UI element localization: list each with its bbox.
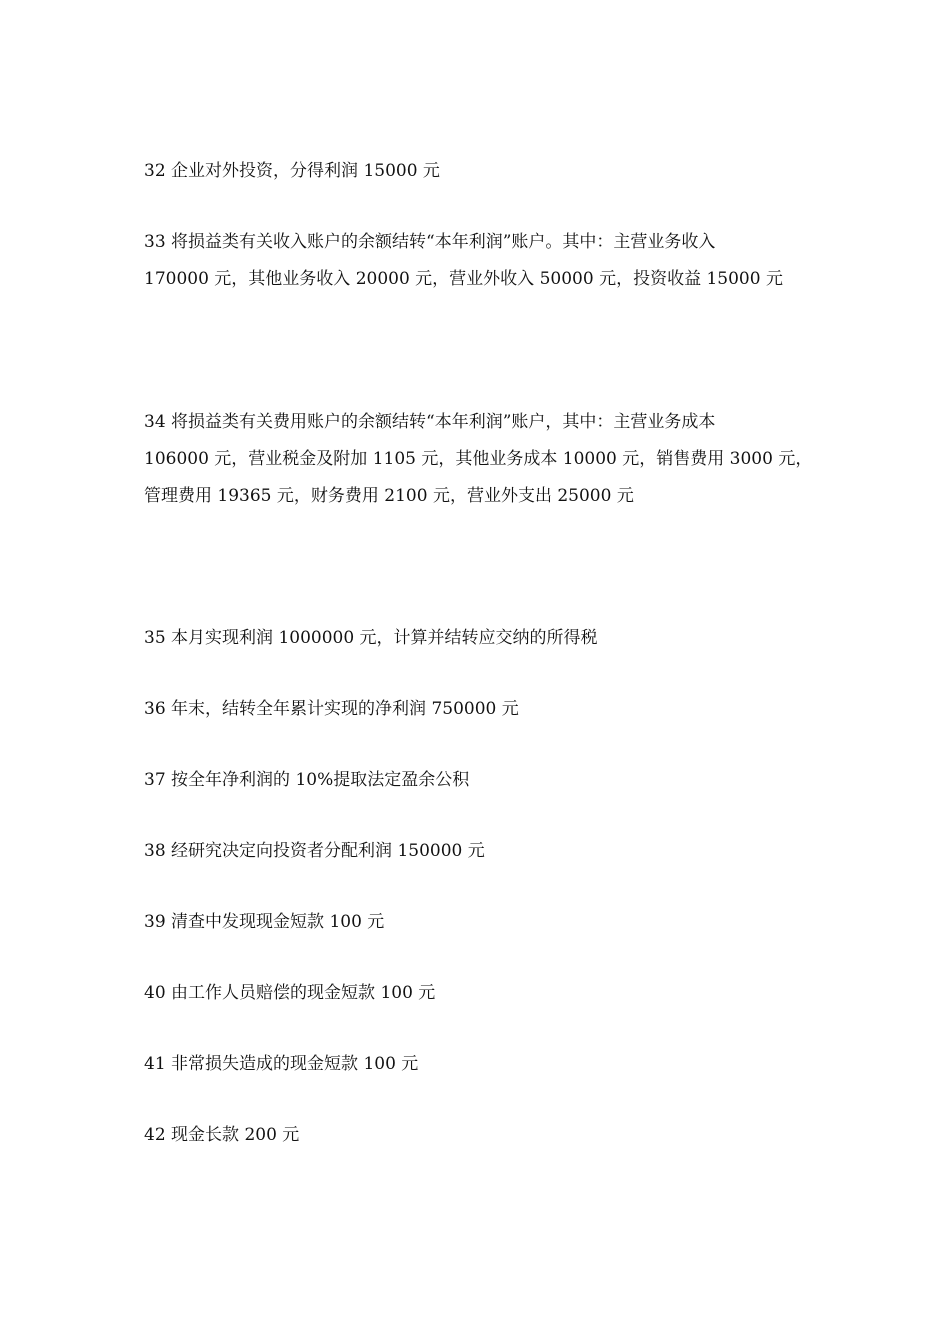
item-line: 40 由工作人员赔偿的现金短款 100 元 (144, 983, 436, 1003)
item-32 (144, 153, 814, 190)
item-42 (144, 1117, 814, 1154)
item-line: 34 将损益类有关费用账户的余额结转“本年利润”账户，其中：主营业务成本 (144, 412, 716, 432)
item-35 (144, 620, 814, 657)
item-line: 170000 元，其他业务收入 20000 元，营业外收入 50000 元，投资收益 15000 元 (144, 269, 783, 289)
item-34 (144, 404, 814, 515)
item-line: 36 年末，结转全年累计实现的净利润 750000 元 (144, 699, 519, 719)
item-line: 41 非常损失造成的现金短款 100 元 (144, 1054, 419, 1074)
item-line: 37 按全年净利润的 10%提取法定盈余公积 (144, 770, 470, 790)
item-line: 39 清查中发现现金短款 100 元 (144, 912, 385, 932)
item-39 (144, 904, 814, 941)
item-line: 38 经研究决定向投资者分配利润 150000 元 (144, 841, 485, 861)
item-line: 33 将损益类有关收入账户的余额结转“本年利润”账户。其中：主营业务收入 (144, 232, 716, 252)
item-41 (144, 1046, 814, 1083)
item-38 (144, 833, 814, 870)
item-line: 106000 元，营业税金及附加 1105 元，其他业务成本 10000 元，销售费用 3000 元， (144, 449, 813, 469)
item-line: 32 企业对外投资，分得利润 15000 元 (144, 161, 440, 181)
item-line: 35 本月实现利润 1000000 元，计算并结转应交纳的所得税 (144, 628, 598, 648)
item-36 (144, 691, 814, 728)
item-33 (144, 224, 814, 298)
item-37 (144, 762, 814, 799)
item-line: 管理费用 19365 元，财务费用 2100 元，营业外支出 25000 元 (144, 486, 634, 506)
item-line: 42 现金长款 200 元 (144, 1125, 300, 1145)
item-40 (144, 975, 814, 1012)
